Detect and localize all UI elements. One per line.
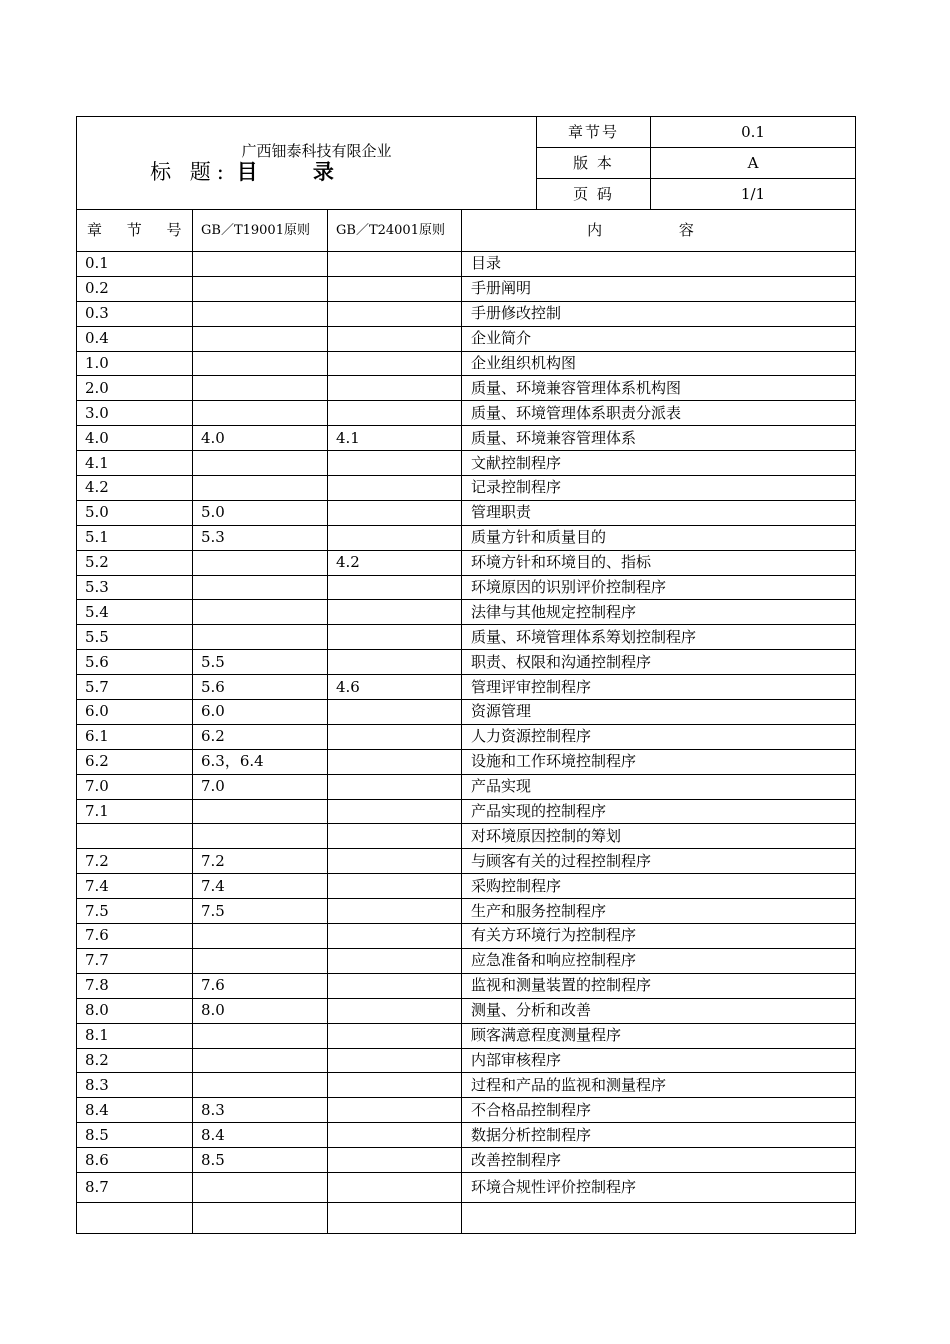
cell-chapter: 5.5	[77, 625, 193, 650]
cell-gb24001	[328, 476, 462, 501]
cell-gb19001	[193, 1202, 328, 1233]
cell-gb19001: 6.3，6.4	[193, 749, 328, 774]
cell-chapter: 8.0	[77, 998, 193, 1023]
cell-content: 环境合规性评价控制程序	[462, 1172, 856, 1202]
table-row	[77, 700, 856, 725]
cell-content: 有关方环境行为控制程序	[462, 924, 856, 949]
table-row	[77, 874, 856, 899]
table-row	[77, 849, 856, 874]
cell-chapter: 6.0	[77, 700, 193, 725]
cell-gb19001	[193, 376, 328, 401]
cell-gb19001: 5.3	[193, 525, 328, 550]
cell-gb24001	[328, 948, 462, 973]
cell-gb19001: 8.0	[193, 998, 328, 1023]
document-sheet	[76, 116, 855, 1234]
cell-content: 对环境原因控制的筹划	[462, 824, 856, 849]
table-row	[77, 998, 856, 1023]
header-table	[76, 116, 856, 210]
cell-gb24001	[328, 326, 462, 351]
cell-gb19001	[193, 924, 328, 949]
cell-content: 采购控制程序	[462, 874, 856, 899]
cell-gb19001: 7.4	[193, 874, 328, 899]
cell-content: 产品实现	[462, 774, 856, 799]
cell-content: 内部审核程序	[462, 1048, 856, 1073]
cell-gb24001	[328, 973, 462, 998]
cell-content: 质量、环境管理体系职责分派表	[462, 401, 856, 426]
cell-chapter: 5.6	[77, 650, 193, 675]
column-header-chapter: 章 节 号	[77, 210, 193, 252]
column-header-gb24001: GB／T24001原则	[328, 210, 462, 252]
cell-chapter: 7.6	[77, 924, 193, 949]
cell-gb24001	[328, 700, 462, 725]
cell-chapter: 7.4	[77, 874, 193, 899]
cell-content: 企业简介	[462, 326, 856, 351]
cell-gb24001	[328, 749, 462, 774]
cell-gb24001	[328, 525, 462, 550]
cell-gb24001	[328, 600, 462, 625]
cell-gb24001	[328, 1048, 462, 1073]
table-row	[77, 326, 856, 351]
cell-gb19001	[193, 1023, 328, 1048]
cell-chapter: 5.7	[77, 675, 193, 700]
cell-gb24001	[328, 824, 462, 849]
table-row	[77, 973, 856, 998]
cell-gb19001	[193, 252, 328, 277]
cell-gb19001	[193, 550, 328, 575]
table-row	[77, 1048, 856, 1073]
table-row	[77, 749, 856, 774]
cell-gb19001: 6.2	[193, 724, 328, 749]
cell-content: 设施和工作环境控制程序	[462, 749, 856, 774]
cell-chapter: 5.0	[77, 500, 193, 525]
table-row	[77, 899, 856, 924]
cell-chapter: 7.7	[77, 948, 193, 973]
cell-gb19001	[193, 351, 328, 376]
cell-gb19001: 4.0	[193, 426, 328, 451]
table-row	[77, 276, 856, 301]
cell-chapter: 8.1	[77, 1023, 193, 1048]
table-row	[77, 948, 856, 973]
cell-gb24001	[328, 1123, 462, 1148]
header-row	[77, 117, 856, 148]
table-row	[77, 476, 856, 501]
table-row	[77, 799, 856, 824]
table-row	[77, 1023, 856, 1048]
cell-gb19001: 6.0	[193, 700, 328, 725]
cell-content: 手册修改控制	[462, 301, 856, 326]
cell-content: 不合格品控制程序	[462, 1098, 856, 1123]
cell-content: 与顾客有关的过程控制程序	[462, 849, 856, 874]
column-header-row	[77, 210, 856, 252]
contents-rows	[77, 252, 856, 1234]
cell-chapter: 4.2	[77, 476, 193, 501]
cell-chapter: 8.5	[77, 1123, 193, 1148]
cell-gb24001	[328, 774, 462, 799]
cell-chapter: 4.0	[77, 426, 193, 451]
contents-table	[76, 209, 856, 1234]
column-header-gb19001: GB／T19001原则	[193, 210, 328, 252]
cell-gb19001	[193, 625, 328, 650]
cell-chapter: 5.1	[77, 525, 193, 550]
cell-chapter: 0.1	[77, 252, 193, 277]
cell-gb24001	[328, 1148, 462, 1173]
cell-gb19001	[193, 824, 328, 849]
cell-gb24001: 4.6	[328, 675, 462, 700]
cell-chapter: 8.3	[77, 1073, 193, 1098]
cell-chapter: 6.1	[77, 724, 193, 749]
cell-content: 监视和测量装置的控制程序	[462, 973, 856, 998]
cell-chapter: 6.2	[77, 749, 193, 774]
cell-chapter: 8.7	[77, 1172, 193, 1202]
cell-gb19001: 8.3	[193, 1098, 328, 1123]
cell-content: 产品实现的控制程序	[462, 799, 856, 824]
table-row	[77, 824, 856, 849]
cell-chapter: 0.3	[77, 301, 193, 326]
cell-gb24001	[328, 401, 462, 426]
column-header-content: 内 容	[462, 210, 856, 252]
cell-chapter: 7.5	[77, 899, 193, 924]
cell-gb24001	[328, 1023, 462, 1048]
cell-gb24001	[328, 252, 462, 277]
cell-content: 资源管理	[462, 700, 856, 725]
cell-gb24001	[328, 998, 462, 1023]
company-title-cell	[77, 117, 537, 210]
table-row	[77, 650, 856, 675]
cell-gb24001: 4.2	[328, 550, 462, 575]
table-row	[77, 924, 856, 949]
cell-gb24001	[328, 1172, 462, 1202]
cell-gb19001: 5.6	[193, 675, 328, 700]
chapter-no-label: 章节号	[537, 117, 651, 148]
cell-gb24001	[328, 650, 462, 675]
cell-gb24001	[328, 1098, 462, 1123]
cell-content	[462, 1202, 856, 1233]
cell-gb19001: 7.2	[193, 849, 328, 874]
page-value: 1/1	[651, 179, 856, 210]
cell-chapter: 0.4	[77, 326, 193, 351]
cell-content: 应急准备和响应控制程序	[462, 948, 856, 973]
cell-content: 质量、环境管理体系筹划控制程序	[462, 625, 856, 650]
cell-content: 改善控制程序	[462, 1148, 856, 1173]
cell-gb19001	[193, 401, 328, 426]
cell-content: 生产和服务控制程序	[462, 899, 856, 924]
table-row	[77, 1073, 856, 1098]
cell-gb19001	[193, 948, 328, 973]
cell-content: 环境方针和环境目的、指标	[462, 550, 856, 575]
cell-chapter: 4.1	[77, 451, 193, 476]
cell-content: 管理评审控制程序	[462, 675, 856, 700]
table-row	[77, 500, 856, 525]
cell-chapter: 5.4	[77, 600, 193, 625]
cell-chapter: 8.4	[77, 1098, 193, 1123]
table-row	[77, 301, 856, 326]
cell-gb19001: 7.5	[193, 899, 328, 924]
cell-content: 法律与其他规定控制程序	[462, 600, 856, 625]
cell-content: 质量、环境兼容管理体系机构图	[462, 376, 856, 401]
page-label: 页 码	[537, 179, 651, 210]
cell-gb19001	[193, 799, 328, 824]
cell-chapter: 1.0	[77, 351, 193, 376]
cell-chapter: 8.6	[77, 1148, 193, 1173]
cell-gb24001	[328, 351, 462, 376]
cell-gb19001	[193, 476, 328, 501]
table-row	[77, 426, 856, 451]
cell-gb19001: 5.0	[193, 500, 328, 525]
cell-gb24001	[328, 1073, 462, 1098]
company-name: 广西钿泰科技有限企业	[241, 141, 392, 160]
cell-gb19001	[193, 451, 328, 476]
cell-content: 职责、权限和沟通控制程序	[462, 650, 856, 675]
table-row	[77, 401, 856, 426]
title-label: 标 题:	[150, 159, 230, 184]
chapter-no-value: 0.1	[651, 117, 856, 148]
cell-gb24001: 4.1	[328, 426, 462, 451]
cell-chapter: 2.0	[77, 376, 193, 401]
cell-content: 企业组织机构图	[462, 351, 856, 376]
table-row	[77, 1098, 856, 1123]
cell-content: 管理职责	[462, 500, 856, 525]
version-value: A	[651, 148, 856, 179]
table-row	[77, 575, 856, 600]
cell-gb24001	[328, 724, 462, 749]
cell-gb19001	[193, 1073, 328, 1098]
cell-gb24001	[328, 500, 462, 525]
cell-gb24001	[328, 899, 462, 924]
cell-content: 手册阐明	[462, 276, 856, 301]
version-label: 版 本	[537, 148, 651, 179]
table-row	[77, 451, 856, 476]
cell-gb24001	[328, 301, 462, 326]
cell-gb19001: 8.5	[193, 1148, 328, 1173]
cell-chapter	[77, 824, 193, 849]
table-row	[77, 774, 856, 799]
title-value: 目 录	[236, 159, 358, 184]
table-row	[77, 376, 856, 401]
cell-gb19001	[193, 276, 328, 301]
cell-chapter: 5.3	[77, 575, 193, 600]
cell-content: 测量、分析和改善	[462, 998, 856, 1023]
table-row	[77, 550, 856, 575]
cell-gb19001	[193, 1172, 328, 1202]
cell-gb24001	[328, 874, 462, 899]
cell-content: 数据分析控制程序	[462, 1123, 856, 1148]
table-row	[77, 675, 856, 700]
cell-gb19001: 8.4	[193, 1123, 328, 1148]
table-row	[77, 600, 856, 625]
cell-gb24001	[328, 849, 462, 874]
cell-content: 质量方针和质量目的	[462, 525, 856, 550]
cell-gb19001	[193, 600, 328, 625]
table-row	[77, 1172, 856, 1202]
table-row	[77, 1123, 856, 1148]
cell-gb19001	[193, 1048, 328, 1073]
cell-chapter: 7.2	[77, 849, 193, 874]
cell-gb24001	[328, 799, 462, 824]
cell-content: 文献控制程序	[462, 451, 856, 476]
cell-content: 人力资源控制程序	[462, 724, 856, 749]
cell-gb19001	[193, 326, 328, 351]
cell-content: 目录	[462, 252, 856, 277]
cell-gb24001	[328, 575, 462, 600]
cell-gb19001: 5.5	[193, 650, 328, 675]
cell-gb24001	[328, 276, 462, 301]
document-title	[77, 159, 431, 184]
cell-chapter: 8.2	[77, 1048, 193, 1073]
cell-content: 质量、环境兼容管理体系	[462, 426, 856, 451]
cell-chapter	[77, 1202, 193, 1233]
cell-chapter: 3.0	[77, 401, 193, 426]
cell-content: 环境原因的识别评价控制程序	[462, 575, 856, 600]
cell-chapter: 7.1	[77, 799, 193, 824]
cell-gb24001	[328, 1202, 462, 1233]
cell-chapter: 0.2	[77, 276, 193, 301]
table-row	[77, 1202, 856, 1233]
cell-chapter: 7.8	[77, 973, 193, 998]
cell-gb19001: 7.0	[193, 774, 328, 799]
table-row	[77, 724, 856, 749]
table-row	[77, 351, 856, 376]
cell-chapter: 5.2	[77, 550, 193, 575]
cell-content: 过程和产品的监视和测量程序	[462, 1073, 856, 1098]
cell-gb24001	[328, 924, 462, 949]
cell-gb24001	[328, 376, 462, 401]
cell-gb24001	[328, 451, 462, 476]
table-row	[77, 625, 856, 650]
cell-gb19001	[193, 575, 328, 600]
table-row	[77, 525, 856, 550]
table-row	[77, 252, 856, 277]
table-row	[77, 1148, 856, 1173]
cell-gb19001	[193, 301, 328, 326]
cell-gb24001	[328, 625, 462, 650]
cell-content: 顾客满意程度测量程序	[462, 1023, 856, 1048]
cell-chapter: 7.0	[77, 774, 193, 799]
cell-content: 记录控制程序	[462, 476, 856, 501]
cell-gb19001: 7.6	[193, 973, 328, 998]
